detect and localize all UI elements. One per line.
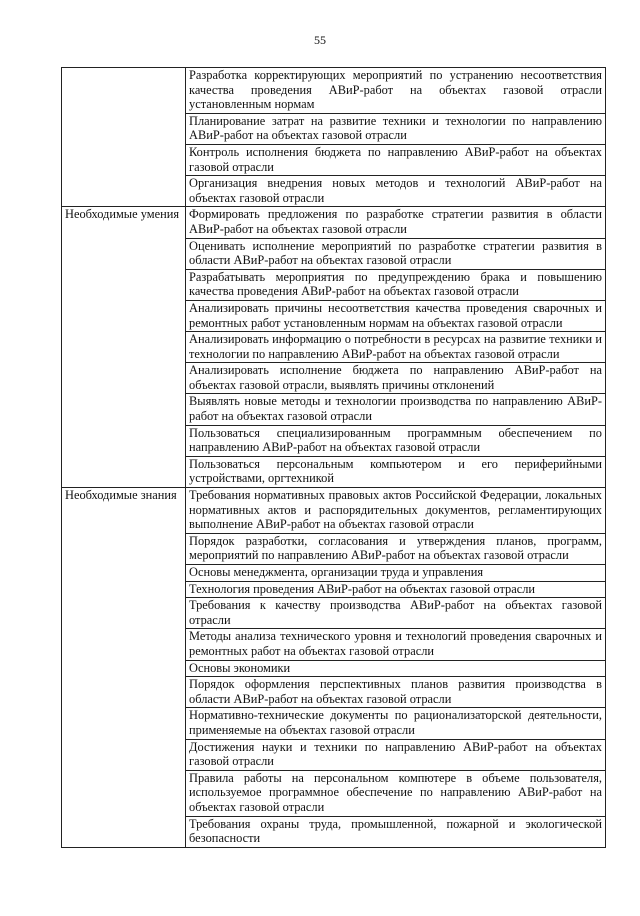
table-row: [62, 488, 606, 534]
requirement-item: Контроль исполнения бюджета по направлению АВиР-работ на объектах газовой отрасли: [186, 144, 606, 175]
requirement-item: Порядок разработки, согласования и утверждения планов, программ, мероприятий по направлению АВиР-работ на объектах газовой отрасли: [186, 533, 606, 564]
requirement-item: Требования нормативных правовых актов Российской Федерации, локальных нормативных актов и распорядительных документов, регламентирующих выполнение АВиР-работ на объектах газовой отрасли: [186, 488, 606, 534]
requirement-item: Основы экономики: [186, 660, 606, 677]
requirement-item: Пользоваться специализированным программным обеспечением по направлению АВиР-работ на объектах газовой отрасли: [186, 425, 606, 456]
section-label: Необходимые знания: [62, 488, 186, 848]
requirement-item: Разрабатывать мероприятия по предупреждению брака и повышению качества проведения АВиР-работ на объектах газовой отрасли: [186, 269, 606, 300]
requirement-item: Анализировать причины несоответствия качества проведения сварочных и ремонтных работ установленным нормам на объектах газовой отрасли: [186, 300, 606, 331]
requirement-item: Планирование затрат на развитие техники и технологии по направлению АВиР-работ на объектах газовой отрасли: [186, 113, 606, 144]
requirement-item: Технология проведения АВиР-работ на объектах газовой отрасли: [186, 581, 606, 598]
requirement-item: Анализировать информацию о потребности в ресурсах на развитие техники и технологии по направлению АВиР-работ на объектах газовой отрасли: [186, 332, 606, 363]
requirements-table: [61, 67, 606, 848]
requirement-item: Правила работы на персональном компютере в объеме пользователя, используемое программное обеспечение по направлению АВиР-работ на объектах газовой отрасли: [186, 770, 606, 816]
requirement-item: Требования к качеству производства АВиР-работ на объектах газовой отрасли: [186, 598, 606, 629]
requirement-item: Формировать предложения по разработке стратегии развития в области АВиР-работ на объектах газовой отрасли: [186, 207, 606, 238]
requirement-item: Анализировать исполнение бюджета по направлению АВиР-работ на объектах газовой отрасли, выявлять причины отклонений: [186, 363, 606, 394]
requirement-item: Достижения науки и техники по направлению АВиР-работ на объектах газовой отрасли: [186, 739, 606, 770]
table-body: [62, 68, 606, 848]
requirement-item: Организация внедрения новых методов и технологий АВиР-работ на объектах газовой отрасли: [186, 176, 606, 207]
table-row: [62, 68, 606, 114]
requirement-item: Выявлять новые методы и технологии производства по направлению АВиР-работ на объектах газовой отрасли: [186, 394, 606, 425]
page-number: 55: [314, 33, 326, 47]
table-row: [62, 207, 606, 238]
requirement-item: Пользоваться персональным компьютером и его периферийными устройствами, оргтехникой: [186, 456, 606, 487]
requirement-item: Порядок оформления перспективных планов развития производства в области АВиР-работ на объектах газовой отрасли: [186, 677, 606, 708]
requirement-item: Требования охраны труда, промышленной, пожарной и экологической безопасности: [186, 816, 606, 847]
requirement-item: Разработка корректирующих мероприятий по устранению несоответствия качества проведения АВиР-работ на объектах газовой отрасли установленным нормам: [186, 68, 606, 114]
section-label: Необходимые умения: [62, 207, 186, 488]
section-label: [62, 68, 186, 207]
requirement-item: Нормативно-технические документы по рационализаторской деятельности, применяемые на объектах газовой отрасли: [186, 708, 606, 739]
requirement-item: Методы анализа технического уровня и технологий проведения сварочных и ремонтных работ на объектах газовой отрасли: [186, 629, 606, 660]
requirement-item: Оценивать исполнение мероприятий по разработке стратегии развития в области АВиР-работ на объектах газовой отрасли: [186, 238, 606, 269]
requirement-item: Основы менеджмента, организации труда и управления: [186, 565, 606, 582]
